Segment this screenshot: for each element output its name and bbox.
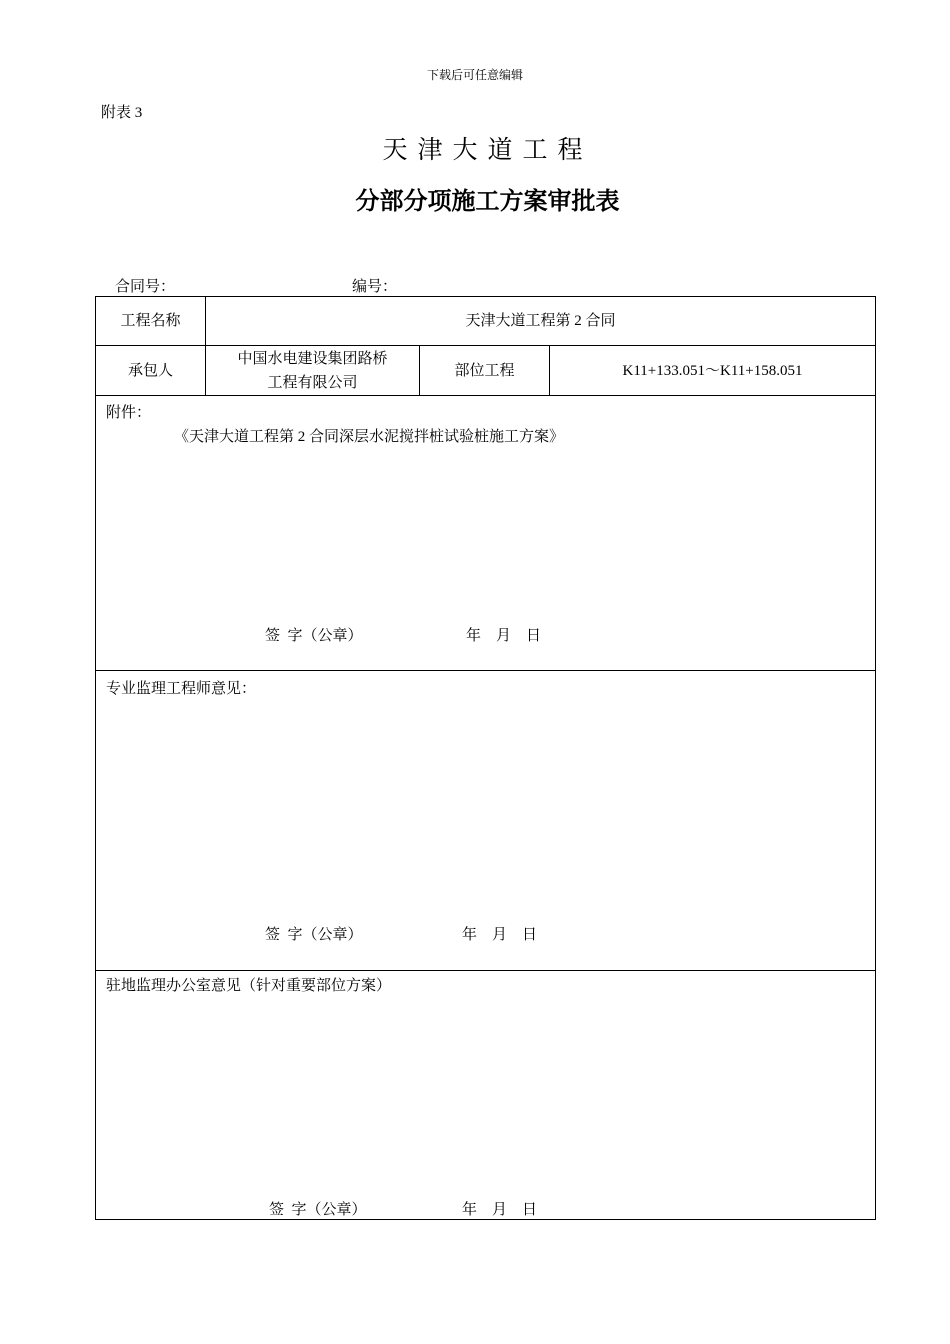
attachment-sign: 签 字（公章）: [265, 628, 363, 644]
approval-table: [95, 296, 876, 1220]
contractor-value: [206, 346, 419, 395]
resident-office-opinion-sign: 签 字（公章）: [269, 1202, 367, 1218]
engineer-opinion-heading: 专业监理工程师意见：: [106, 681, 257, 697]
project-name-value: 天津大道工程第 2 合同: [465, 313, 616, 329]
form-title: 分部分项施工方案审批表: [355, 187, 620, 215]
attachment-document: 《天津大道工程第 2 合同深层水泥搅拌桩试验桩施工方案》: [174, 429, 565, 445]
row-divider: [96, 670, 875, 671]
row-divider: [96, 395, 875, 396]
serial-number-label: 编号：: [352, 279, 398, 295]
contract-number-label: 合同号：: [115, 279, 176, 295]
resident-office-opinion-date: 年 月 日: [462, 1202, 538, 1218]
contractor-value-line1: 中国水电建设集团路桥: [237, 350, 388, 367]
part-label: 部位工程: [454, 362, 515, 379]
contractor-value-line2: 工程有限公司: [267, 374, 358, 391]
resident-office-opinion-heading: 驻地监理办公室意见（针对重要部位方案）: [106, 978, 392, 994]
header-note: 下载后可任意编辑: [426, 68, 523, 82]
appendix-label: 附表 3: [101, 105, 143, 121]
page-title: 天津大道工程: [382, 137, 593, 164]
engineer-opinion-sign: 签 字（公章）: [265, 927, 363, 943]
attachment-heading: 附件：: [106, 405, 152, 421]
row-divider: [96, 970, 875, 971]
part-value: K11+133.051～K11+158.051: [622, 362, 803, 379]
attachment-date: 年 月 日: [466, 628, 542, 644]
engineer-opinion-date: 年 月 日: [462, 927, 538, 943]
project-name-label: 工程名称: [120, 313, 181, 329]
contractor-label: 承包人: [127, 362, 173, 379]
